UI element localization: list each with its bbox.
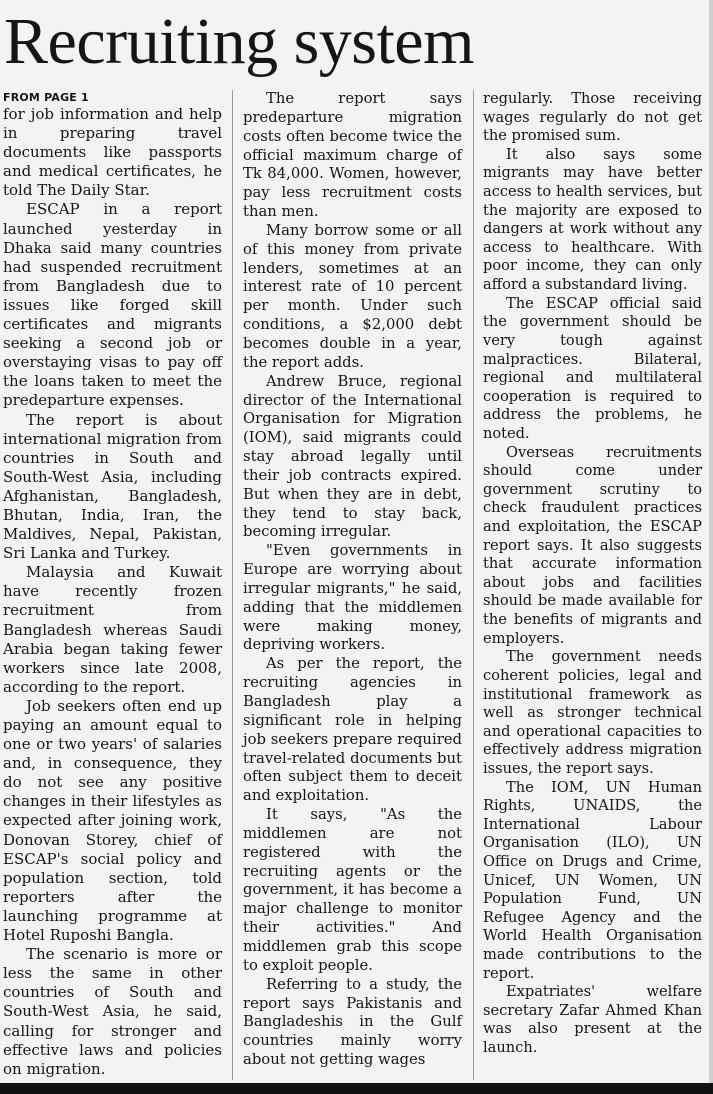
paragraph: Referring to a study, the report says Pakistanis and Bangladeshis in the Gulf countries mainly worry about not getting wages xyxy=(243,975,462,1069)
paragraph: regularly. Those receiving wages regularly do not get the promised sum. xyxy=(483,90,702,145)
paragraph: Expatriates' welfare secretary Zafar Ahmed Khan was also present at the launch. xyxy=(483,983,702,1057)
paragraph: As per the report, the recruiting agencies in Bangladesh play a significant role in helping job seekers prepare required travel-related documents but often subject them to deceit and exploitation. xyxy=(243,655,462,805)
article-column-1 xyxy=(3,90,222,1079)
paragraph: The ESCAP official said the government should be very tough against malpractices. Bilateral, regional and multilateral cooperation is required to address the problems, he noted. xyxy=(483,294,702,442)
bottom-border-bar xyxy=(0,1083,713,1094)
paragraph: Overseas recruitments should come under government scrutiny to check fraudulent practices and exploitation, the ESCAP report says. It also suggests that accurate information about jobs and facilities should be made available for the benefits of migrants and employers. xyxy=(483,443,702,647)
paragraph: The IOM, UN Human Rights, UNAIDS, the International Labour Organisation (ILO), UN Office on Drugs and Crime, Unicef, UN Women, UN Population Fund, UN Refugee Agency and the World Health Organisation made contributions to the report. xyxy=(483,778,702,982)
paragraph: Many borrow some or all of this money from private lenders, sometimes at an interest rate of 10 percent per month. Under such conditions, a $2,000 debt becomes double in a year, the report adds. xyxy=(243,221,462,371)
page-edge-shadow xyxy=(709,0,713,1094)
paragraph: for job information and help in preparing travel documents like passports and medical certificates, he told The Daily Star. xyxy=(3,105,222,200)
paragraph: "Even governments in Europe are worrying about irregular migrants," he said, adding that the middlemen were making money, depriving workers. xyxy=(243,542,462,654)
paragraph: Job seekers often end up paying an amount equal to one or two years' of salaries and, in consequence, they do not see any positive changes in their lifestyles as expected after joining work, Donovan Storey, chief of ESCAP's social policy and population section, told reporters after the launching programme at Hotel Ruposhi Bangla. xyxy=(3,696,222,945)
kicker-from-page-1: FROM PAGE 1 xyxy=(3,91,89,104)
paragraph: The scenario is more or less the same in other countries of South and South-West Asia, he said, calling for stronger and effective laws and policies on migration. xyxy=(3,945,222,1078)
paragraph: Malaysia and Kuwait have recently frozen recruitment from Bangladesh whereas Saudi Arabia began taking fewer workers since late 2008, according to the report. xyxy=(3,563,222,696)
column-divider xyxy=(473,90,474,1080)
paragraph: ESCAP in a report launched yesterday in Dhaka said many countries had suspended recruitment from Bangladesh due to issues like forged skill certificates and migrants seeking a second job or overstaying visas to pay off the loans taken to meet the predeparture expenses. xyxy=(3,200,222,410)
paragraph: The report says predeparture migration costs often become twice the official maximum charge of Tk 84,000. Women, however, pay less recruitment costs than men. xyxy=(243,90,462,221)
article-column-3 xyxy=(483,90,702,1058)
paragraph: The report is about international migration from countries in South and South-West Asia, including Afghanistan, Bangladesh, Bhutan, India, Iran, the Maldives, Nepal, Pakistan, Sri Lanka and Turkey. xyxy=(3,410,222,563)
headline: Recruiting system xyxy=(4,5,474,78)
article-column-2 xyxy=(243,90,462,1070)
paragraph: Andrew Bruce, regional director of the International Organisation for Migration (IOM), said migrants could stay abroad legally until their job contracts expired. But when they are in debt, they tend to stay back, becoming irregular. xyxy=(243,372,462,541)
paragraph: It also says some migrants may have better access to health services, but the majority are exposed to dangers at work without any access to healthcare. With poor income, they can only afford a substandard living. xyxy=(483,145,702,294)
paragraph: It says, "As the middlemen are not registered with the recruiting agents or the government, it has become a major challenge to monitor their activities." And middlemen grab this scope to exploit people. xyxy=(243,806,462,974)
column-divider xyxy=(232,90,233,1080)
paragraph: The government needs coherent policies, legal and institutional framework as well as stronger technical and operational capacities to effectively address migration issues, the report says. xyxy=(483,648,702,777)
